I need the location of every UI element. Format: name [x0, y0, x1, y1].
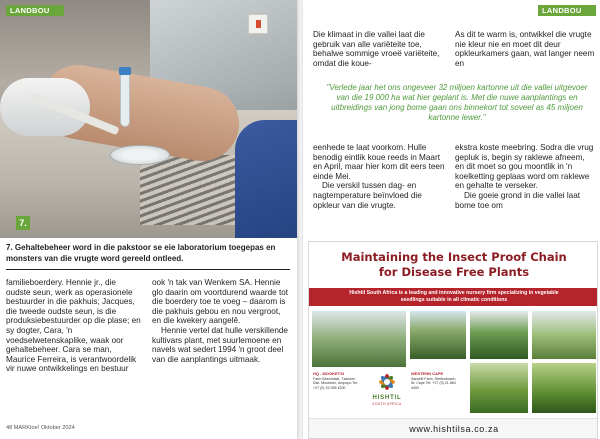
- paragraph: eenhede te laat voorkom. Hulle benodig eintlik koue reeds in Maart en April, maar hier kom dit eers teen einde Mei.: [313, 143, 445, 181]
- left-page: [0, 0, 297, 439]
- pull-quote: "Verlede jaar het ons ongeveer 32 miljoen kartonne uit die vallei uitgevoer van die 19 000 ha wat hier geplant is. Met die nuwe aanplantings en uitbreidings van jong bome gaan ons binnekort tot soveel as 45 miljoen kartonne lewer.": [326, 83, 588, 122]
- nursery-photo: [311, 310, 407, 368]
- nursery-photo: [409, 310, 467, 360]
- paragraph: ekstra koste meebring. Sodra die vrug gepluk is, begin sy raklewe afneem, en dit moet so gou moontlik in 'n koelketting geplaas word om raklewe en gehalte te verseker.: [455, 143, 594, 191]
- right-page: [303, 0, 600, 439]
- wall-switch-icon: [248, 14, 268, 34]
- caption-divider: [6, 269, 290, 270]
- nursery-photo: [531, 310, 597, 360]
- ad-contacts: [313, 372, 463, 416]
- photo-caption: 7. Gehaltebeheer word in die pakstoor se eie laboratorium toegepas en monsters van die vrugte word gereeld ontleed.: [6, 243, 276, 263]
- right-article-column-1: [313, 30, 448, 68]
- page-footer: 48 MARKtoe! Oktober 2024: [6, 425, 75, 431]
- section-tag: LANDBOU: [538, 5, 596, 16]
- ad-headline: Maintaining the Insect Proof Chain for Disease Free Plants: [341, 250, 567, 279]
- paragraph: Die klimaat in die vallei laat die gebruik van alle variëteite toe, behalwe sommige vroeë variëteite, omdat die koue-: [313, 30, 440, 68]
- laboratory-photo: [0, 0, 297, 238]
- right-article-column-2: [455, 30, 595, 68]
- contact-western-cape: WESTERN CAPE Sandrift Farm, Stellenbosch, W. Cape Tel: +27 (0) 21 884 4400: [411, 371, 457, 390]
- paragraph: familieboerdery. Hennie jr., die oudste seun, werk as operasionele bestuurder in die pakhuis; Jacques, die tweede oudste seun, is die produksiebestuurder op die plase; en sy dogter, Cara, 'n voedselwetenskaplike, waak oor gehaltebeheer. Cara se man, Maurice Ferreira, is verantwoordelik vir nuwe ontwikkelings en bestuur: [6, 278, 141, 374]
- section-tag: LANDBOU: [6, 5, 64, 16]
- contact-hq: HQ - MOOKETSI Farm Beechdale, Tzaneen Dist. Mooketsi, Limpopo Tel: +27 (0) 15 395 4200: [313, 371, 358, 390]
- petri-dish-icon: [110, 145, 170, 165]
- right-article-column-2-cont: [455, 143, 595, 210]
- right-article-column-1-cont: [313, 143, 448, 210]
- ad-website-link[interactable]: www.hishtilsa.co.za: [409, 424, 499, 434]
- paragraph: Die verskil tussen dag- en nagtemperature beïnvloed die opkleur van die vrugte.: [313, 181, 422, 210]
- paragraph: Hennie vertel dat hulle verskillende kultivars plant, met suurlemoene en navels wat sedert 1994 'n groot deel van die aanplantings uitmaak.: [152, 325, 288, 364]
- photo-number-badge: 7.: [16, 216, 30, 230]
- gloved-hand: [0, 78, 90, 136]
- paragraph: As dit te warm is, ontwikkel die vrugte nie kleur nie en moet dit deur opkleurkamers gaan, wat langer neem en: [455, 30, 595, 68]
- flower-logo-icon: [375, 370, 399, 394]
- paragraph: ook 'n tak van Wenkem SA. Hennie glo daarin om voortdurend waarde tot die boerdery toe te voeg – daarom is die pakhuis gebou en nou vergroot, en die kwekery aangelê.: [152, 278, 289, 326]
- hishtil-advertisement: [308, 241, 598, 439]
- nursery-photo: [469, 310, 529, 360]
- ad-subtitle: Hishtil South Africa is a leading and innovative nursery firm specializing in vegetable seedlings suitable in all climatic conditions: [349, 290, 559, 303]
- test-tube-icon: [120, 72, 130, 127]
- paragraph: Die goeie grond in die vallei laat bome toe om: [455, 190, 581, 210]
- seedling-photo: [469, 362, 529, 414]
- hishtil-logo: HISHTIL SOUTH AFRICA: [365, 370, 409, 412]
- left-article-column-1: [6, 278, 142, 374]
- ad-url-bar: [309, 418, 598, 439]
- seedling-photo: [531, 362, 597, 414]
- left-article-column-2: [152, 278, 290, 364]
